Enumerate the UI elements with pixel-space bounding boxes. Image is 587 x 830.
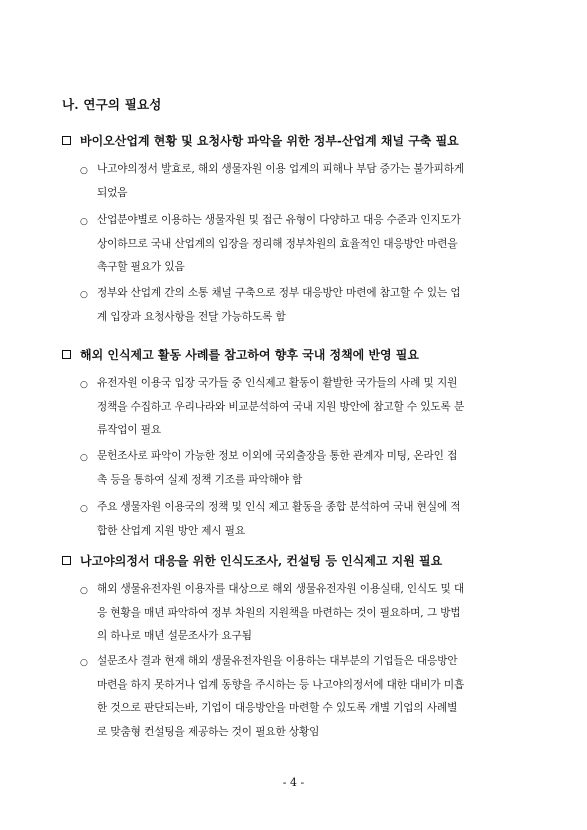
section-heading-text: 해외 인식제고 활동 사례를 참고하여 향후 국내 정책에 반영 필요 (80, 348, 419, 362)
list-item (80, 582, 530, 654)
circle-bullet-icon: ○ (80, 217, 88, 227)
section-title: 나. 연구의 필요성 (62, 97, 162, 112)
list-item-line: 문헌조사로 파악이 가능한 정보 이외에 국외출장을 통한 관계자 미팅, 온라인 접 (97, 450, 458, 462)
list-item-line: 산업분야별로 이용하는 생물자원 및 접근 유형이 다양하고 대응 수준과 인지도가 (97, 214, 461, 226)
list-item-line: 되었음 (97, 186, 128, 199)
list-item-line: 나고야의정서 발효로, 해외 생물자원 이용 업계의 피해나 부담 증가는 불가피하게 (97, 163, 465, 175)
circle-bullet-icon: ○ (80, 658, 88, 668)
circle-bullet-icon: ○ (80, 166, 88, 176)
list-item-line: 촉 등을 통하여 실제 정책 기조를 파악해야 함 (97, 473, 303, 486)
list-item-line: 정부와 산업계 간의 소통 채널 구축으로 정부 대응방안 마련에 참고할 수 있는 업 (97, 287, 461, 299)
list-item-line: 마련을 하지 못하거나 업계 동향을 주시하는 등 나고야의정서에 대한 대비가 미흡 (97, 678, 465, 691)
circle-bullet-icon: ○ (80, 290, 88, 300)
list-item-line: 응 현황을 매년 파악하여 정부 차원의 지원책을 마련하는 것이 필요하며, 그 방법 (97, 606, 461, 619)
list-item (80, 286, 530, 334)
list-item-line: 정책을 수집하고 우리나라와 비교분석하여 국내 지원 방안에 참고할 수 있도록 분 (97, 400, 465, 413)
list-item-line: 촉구할 필요가 있음 (97, 261, 185, 273)
list-item-line: 주요 생물자원 이용국의 정책 및 인식 제고 활동을 종합 분석하여 국내 현실에 적 (97, 501, 461, 513)
square-bullet-icon (62, 556, 71, 565)
square-bullet-icon (62, 136, 71, 145)
list-item-line: 해외 생물유전자원 이용자를 대상으로 해외 생물유전자원 이용실태, 인식도 및 대 (97, 583, 465, 595)
list-item-line: 설문조사 결과 현재 해외 생물유전자원을 이용하는 대부분의 기업들은 대응방안 (97, 655, 458, 667)
list-item-line: 유전자원 이용국 입장 국가들 중 인식제고 활동이 활발한 국가들의 사례 및 지원 (97, 377, 458, 389)
section-heading (62, 552, 442, 569)
section-heading-text: 나고야의정서 대응을 위한 인식도조사, 컨설팅 등 인식제고 지원 필요 (80, 554, 443, 568)
list-item-line: 한 것으로 판단되는바, 기업이 대응방안을 마련할 수 있도록 개별 기업의 사례별 (97, 702, 458, 714)
page-number: - 4 - (282, 776, 305, 789)
section-heading (62, 346, 419, 363)
list-item (80, 654, 530, 750)
list-item-line: 의 하나로 매년 설문조사가 요구됨 (97, 630, 252, 642)
circle-bullet-icon: ○ (80, 380, 88, 390)
list-item-line: 상이하므로 국내 산업계의 입장을 정리해 정부차원의 효율적인 대응방안 마련을 (97, 237, 458, 250)
circle-bullet-icon: ○ (80, 586, 88, 596)
list-item-line: 합한 산업계 지원 방안 제시 필요 (97, 524, 246, 537)
circle-bullet-icon: ○ (80, 504, 88, 514)
list-item-line: 로 맞춤형 컨설팅을 제공하는 것이 필요한 상황임 (97, 725, 320, 738)
square-bullet-icon (62, 350, 71, 359)
section-heading (62, 132, 459, 149)
list-item (80, 213, 530, 285)
list-item (80, 376, 530, 448)
list-item (80, 500, 530, 548)
section-heading-text: 바이오산업계 현황 및 요청사항 파악을 위한 정부-산업계 채널 구축 필요 (80, 134, 459, 148)
list-item-line: 류작업이 필요 (97, 424, 162, 436)
list-item-line: 계 입장과 요청사항을 전달 가능하도록 함 (97, 310, 286, 323)
circle-bullet-icon: ○ (80, 453, 88, 463)
list-item (80, 449, 530, 497)
list-item (80, 162, 530, 210)
